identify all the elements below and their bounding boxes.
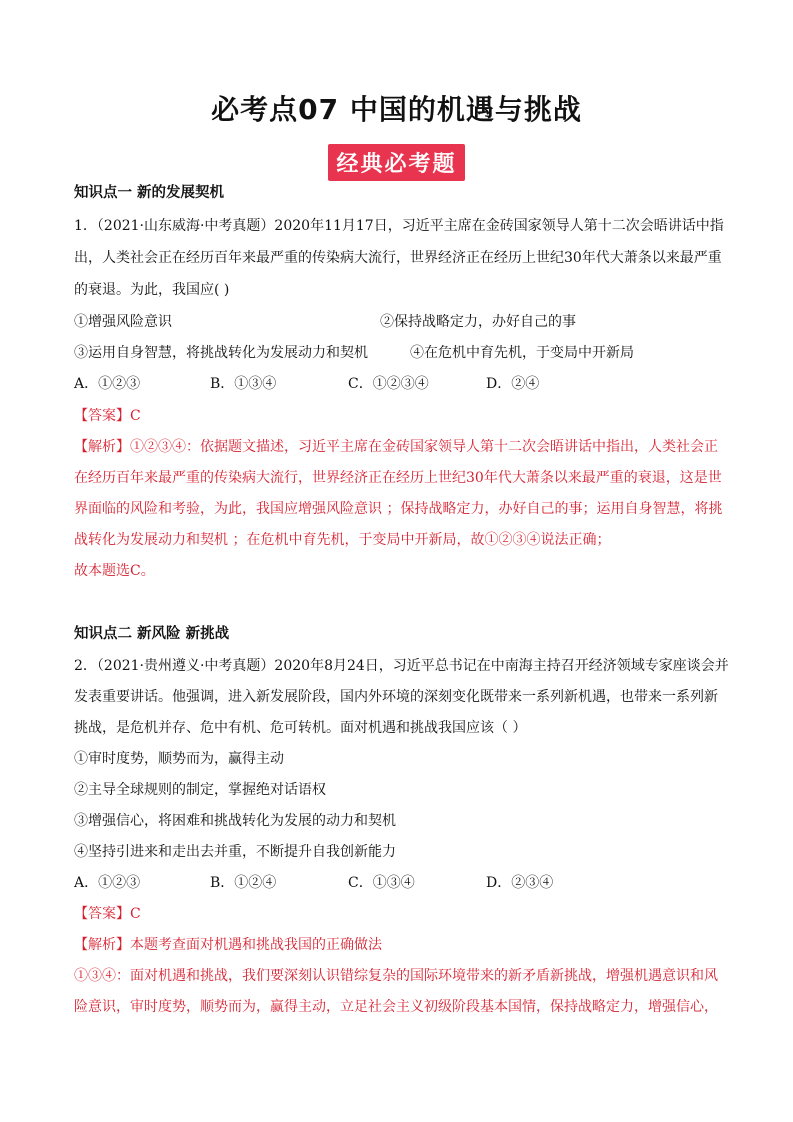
analysis-2-line-3: 险意识，审时度势，顺势而为，赢得主动，立足社会主义初级阶段基本国情，保持战略定力，增强信心， [74,999,718,1015]
statement-1-4: ④在危机中育先机，于变局中开新局 [410,345,634,361]
option-1-d: D．②④ [486,376,540,392]
question-2-line-3: 挑战，是危机并存、危中有机、危可转机。面对机遇和挑战我国应该（ ） [74,720,527,736]
statement-1-1: ①增强风险意识 [74,314,172,330]
analysis-2-line-1: 【解析】本题考查面对机遇和挑战我国的正确做法 [74,937,382,953]
option-2-c: C．①③④ [348,875,415,891]
analysis-1-line-1: 【解析】①②③④：依据题文描述，习近平主席在金砖国家领导人第十二次会晤讲话中指出，人类社会正 [74,439,718,455]
option-2-a: A．①②③ [74,875,141,891]
option-1-b: B．①③④ [210,376,277,392]
statement-1-3: ③运用自身智慧，将挑战转化为发展动力和契机 [74,345,368,361]
answer-2: 【答案】C [74,906,141,922]
statement-2-4: ④坚持引进来和走出去并重，不断提升自我创新能力 [74,844,396,860]
statement-2-2: ②主导全球规则的制定，掌握绝对话语权 [74,782,326,798]
question-2-line-2: 发表重要讲话。他强调，进入新发展阶段，国内外环境的深刻变化既带来一系列新机遇，也带来一系列新 [74,689,718,705]
statement-2-1: ①审时度势，顺势而为，赢得主动 [74,751,284,767]
classic-questions-badge: 经典必考题 [328,144,464,181]
question-1-line-3: 的衰退。为此，我国应( ) [74,282,230,298]
option-1-a: A．①②③ [74,376,141,392]
section-heading-1: 知识点一 新的发展契机 [74,185,225,201]
analysis-1-line-3: 界面临的风险和考验，为此，我国应增强风险意识 ；保持战略定力，办好自己的事；运用自身智慧，将挑 [74,501,723,517]
section-heading-2: 知识点二 新风险 新挑战 [74,626,230,642]
answer-1: 【答案】C [74,408,141,424]
question-2-line-1: 2．（2021·贵州遵义·中考真题）2020年8月24日，习近平总书记在中南海主持召开经济领域专家座谈会并 [74,658,729,674]
option-1-c: C．①②③④ [348,376,429,392]
analysis-2-line-2: ①③④：面对机遇和挑战，我们要深刻认识错综复杂的国际环境带来的新矛盾新挑战，增强机遇意识和风 [74,968,718,984]
analysis-1-line-5: 故本题选C。 [74,563,155,579]
analysis-1-line-4: 战转化为发展动力和契机 ；在危机中育先机，于变局中开新局，故①②③④说法正确； [74,532,611,548]
question-1-line-1: 1．（2021·山东威海·中考真题）2020年11月17日，习近平主席在金砖国家领导人第十二次会晤讲话中指 [74,218,724,234]
option-2-d: D．②③④ [486,875,554,891]
page-title: 必考点07 中国的机遇与挑战 [211,93,582,126]
statement-2-3: ③增强信心，将困难和挑战转化为发展的动力和契机 [74,813,396,829]
statement-1-2: ②保持战略定力，办好自己的事 [380,314,576,330]
badge-container [0,144,793,181]
option-2-b: B．①②④ [210,875,277,891]
analysis-1-line-2: 在经历百年来最严重的传染病大流行，世界经济正在经历上世纪30年代大萧条以来最严重的衰退，这是世 [74,470,722,486]
question-1-line-2: 出，人类社会正在经历百年来最严重的传染病大流行，世界经济正在经历上世纪30年代大萧条以来最严重 [74,250,722,266]
